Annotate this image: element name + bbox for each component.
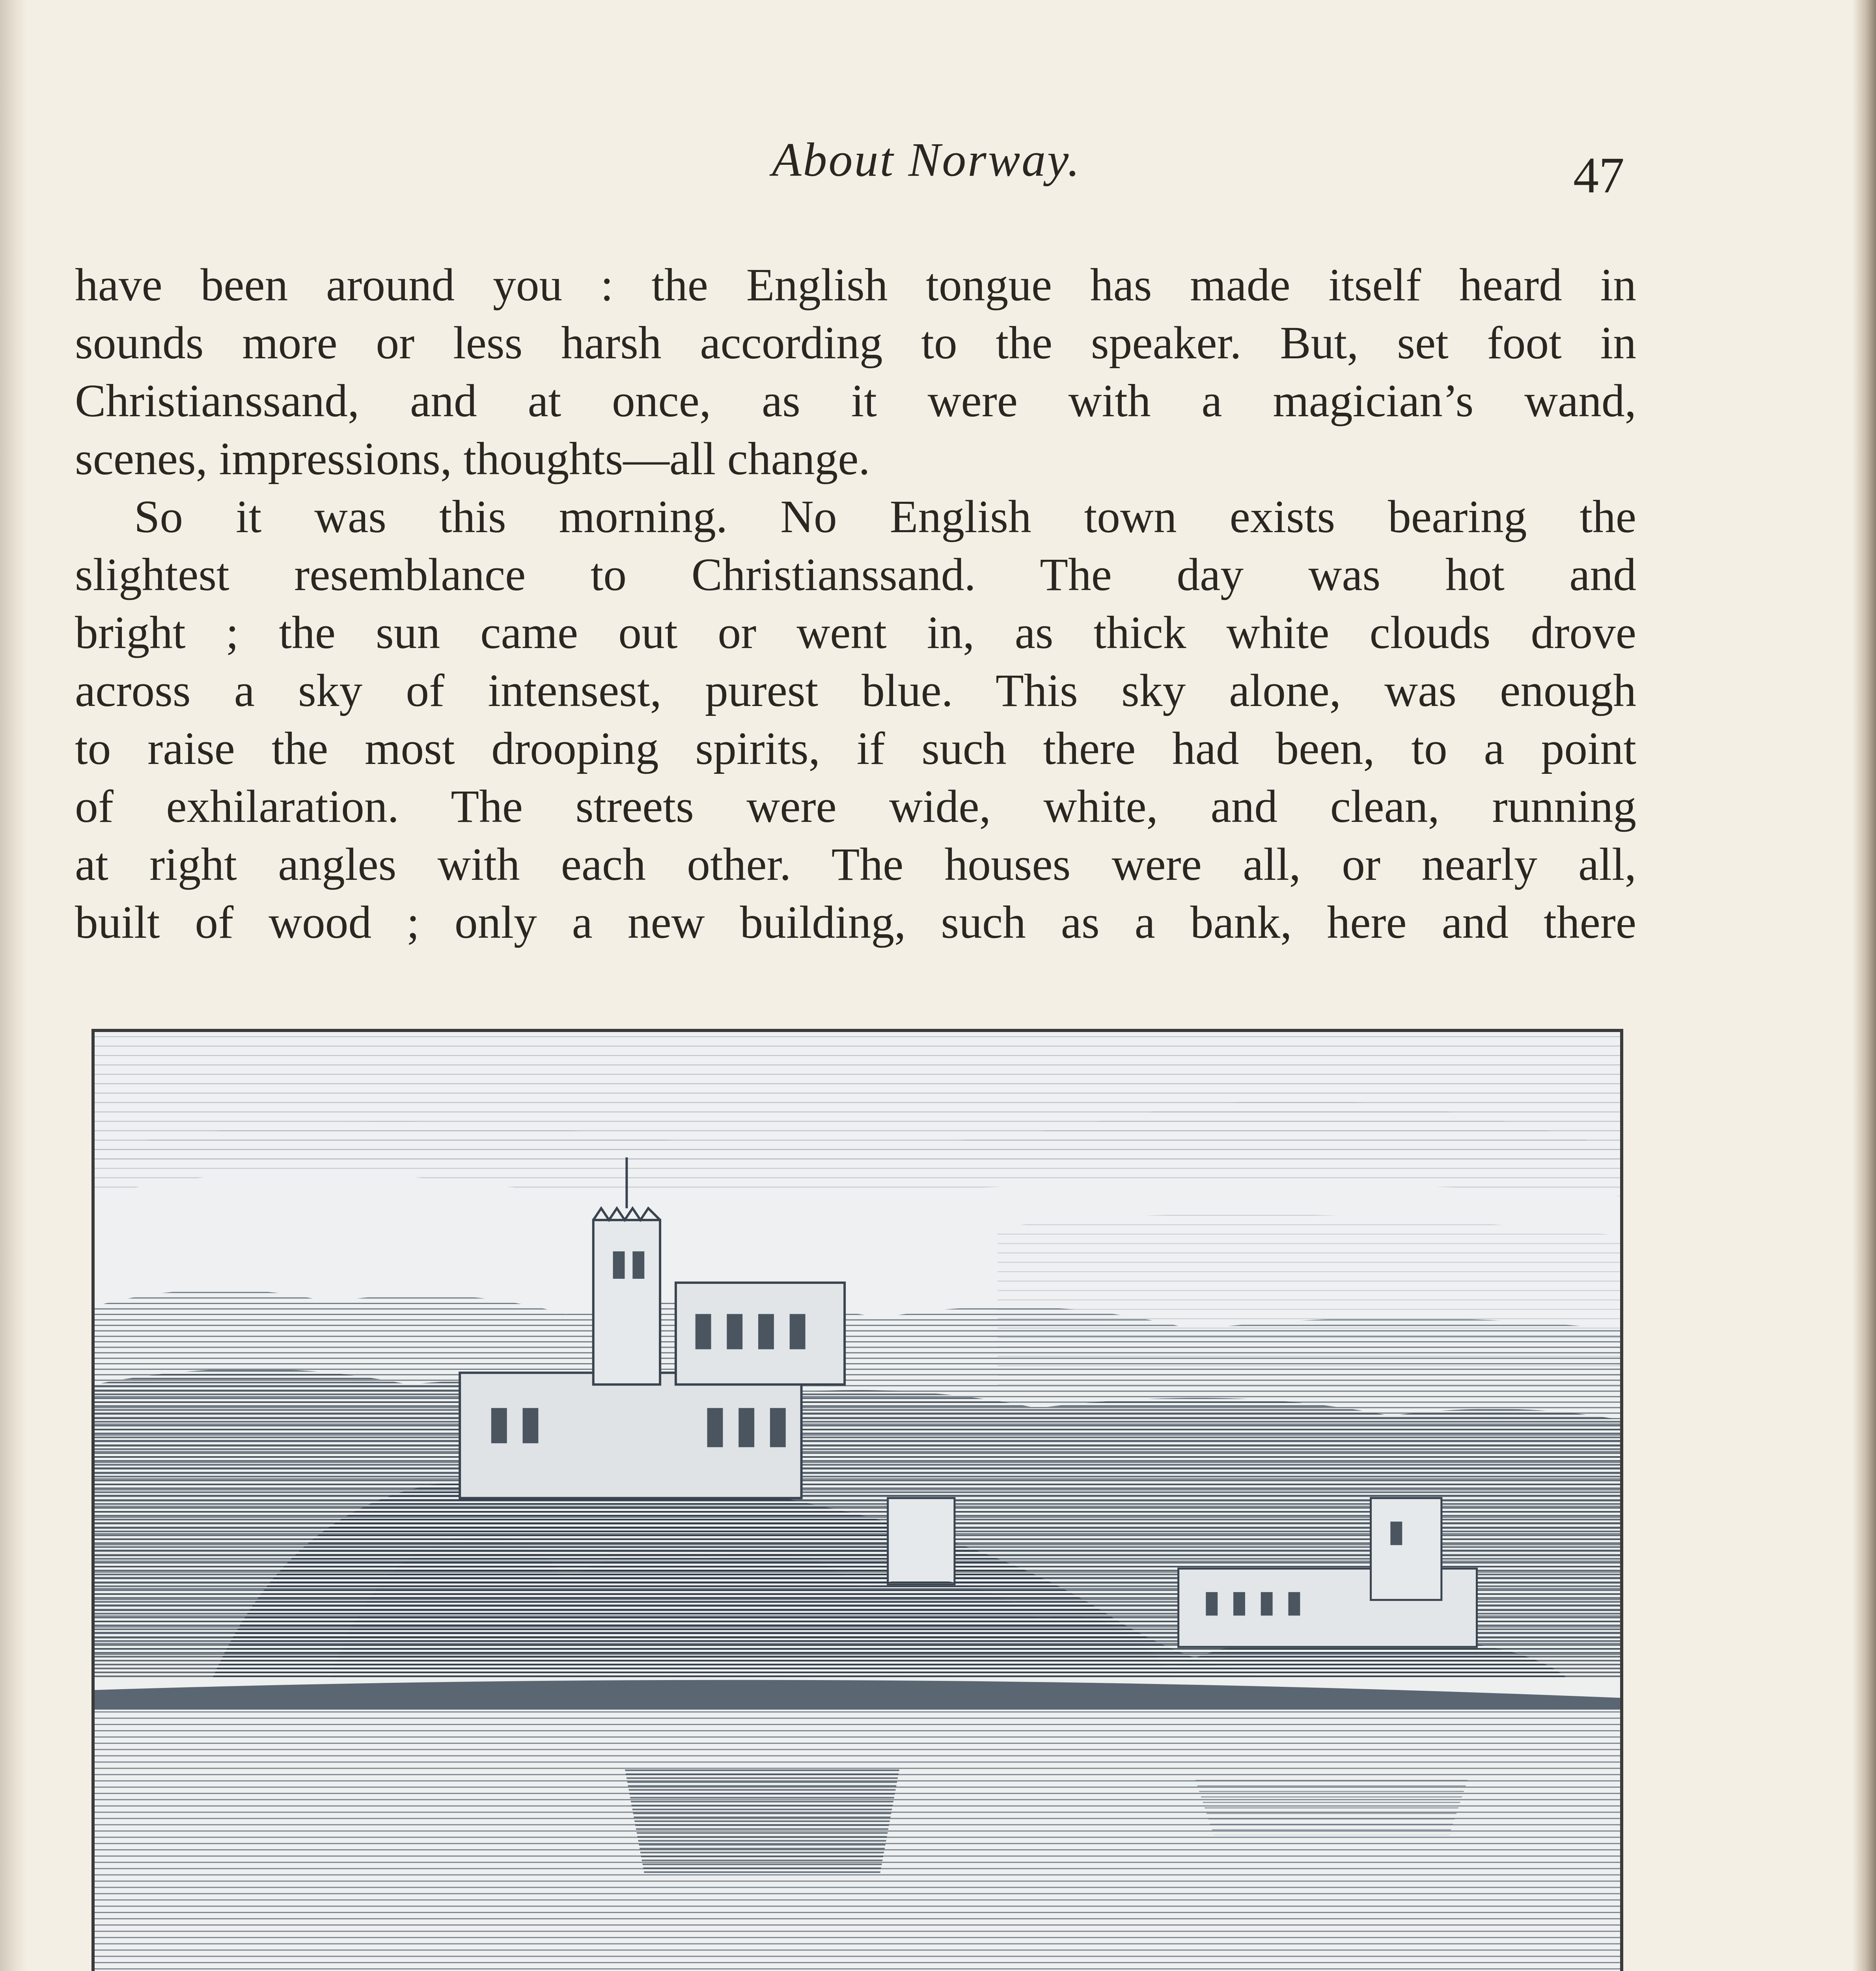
text-line: So it was this morning. No English town exists bearing the (134, 491, 1636, 542)
page-edge-left (0, 0, 28, 1971)
body-text-top (75, 256, 1636, 952)
text-line: scenes, impressions, thoughts—all change. (75, 433, 870, 484)
text-line: sounds more or less harsh according to the speaker. But, set foot in (75, 317, 1636, 369)
text-line: to raise the most drooping spirits, if such there had been, to a point (75, 723, 1636, 774)
engraving-drawing (95, 1032, 1620, 1971)
text-line: have been around you : the English tongue has made itself heard in (75, 259, 1636, 311)
engraving-illustration (91, 1029, 1623, 1971)
text-line: slightest resemblance to Christianssand. The day was hot and (75, 549, 1636, 600)
text-line: built of wood ; only a new building, such as a bank, here and there (75, 897, 1636, 948)
running-title: About Norway. (772, 133, 1082, 186)
page-edge-right (1852, 0, 1876, 1971)
text-line: across a sky of intensest, purest blue. This sky alone, was enough (75, 665, 1636, 716)
text-line: bright ; the sun came out or went in, as thick white clouds drove (75, 607, 1636, 658)
page-number: 47 (1573, 147, 1624, 204)
text-line: of exhilaration. The streets were wide, white, and clean, running (75, 781, 1636, 832)
text-line: at right angles with each other. The houses were all, or nearly all, (75, 839, 1636, 890)
text-line: Christianssand, and at once, as it were with a magician’s wand, (75, 375, 1636, 427)
